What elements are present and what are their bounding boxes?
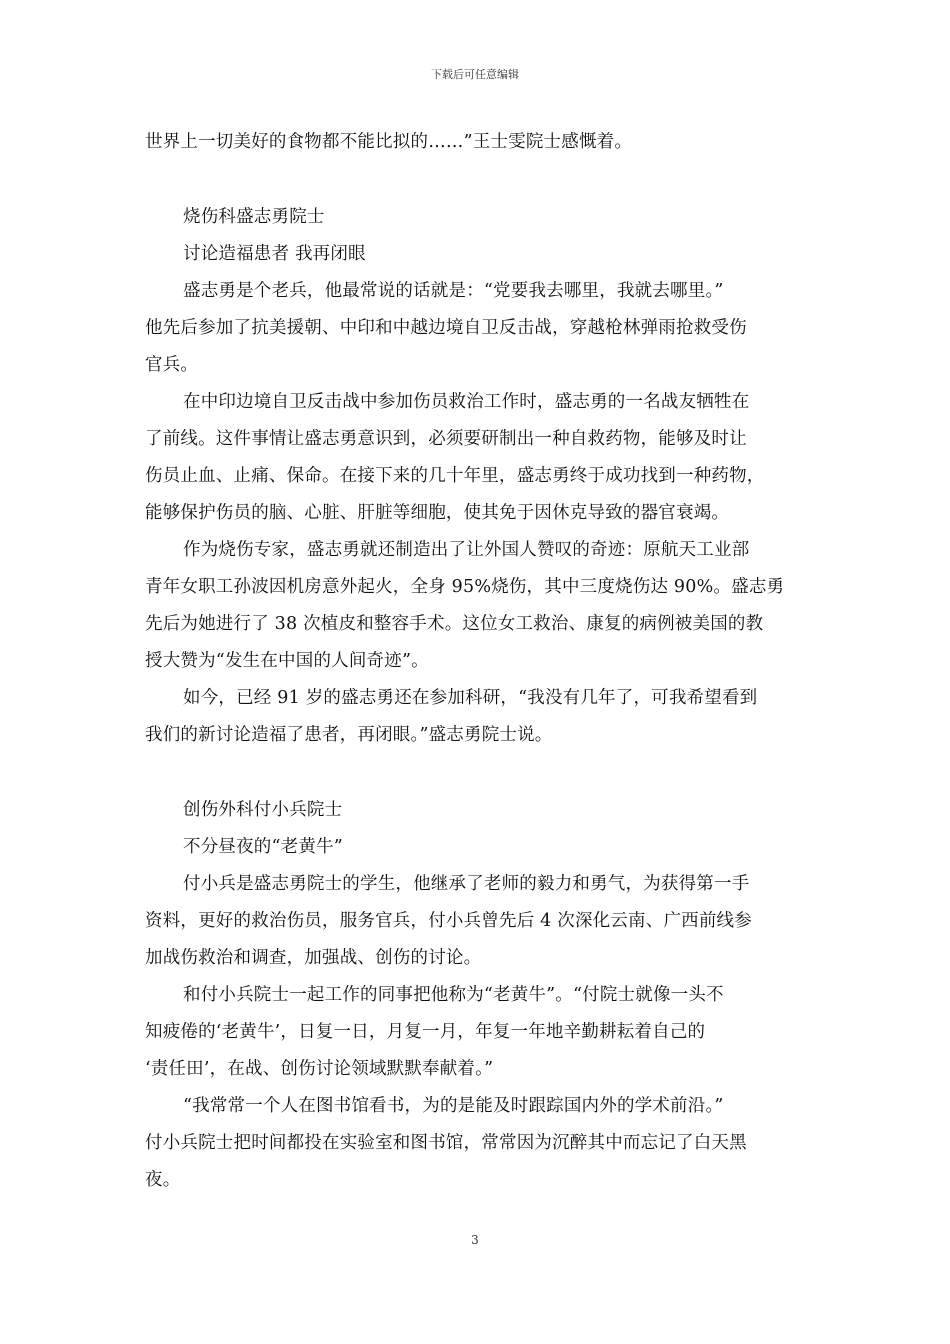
paragraph-line: 他先后参加了抗美援朝、中印和中越边境自卫反击战，穿越枪林弹雨抢救受伤 xyxy=(145,318,747,338)
paragraph-line: ‘责任田’，在战、创伤讨论领域默默奉献着。” xyxy=(145,1059,494,1079)
paragraph-line: 我们的新讨论造福了患者，再闭眼。”盛志勇院士说。 xyxy=(145,725,553,745)
section-subheading: 讨论造福患者 我再闭眼 xyxy=(183,244,366,264)
paragraph-line: 能够保护伤员的脑、心脏、肝脏等细胞，使其免于因休克导致的器官衰竭。 xyxy=(145,503,730,523)
paragraph-line: 作为烧伤专家，盛志勇就还制造出了让外国人赞叹的奇迹：原航天工业部 xyxy=(183,540,750,560)
paragraph-line: 资料，更好的救治伤员，服务官兵，付小兵曾先后 4 次深化云南、广西前线参 xyxy=(145,911,752,931)
paragraph-line: 加战伤救治和调查，加强战、创伤的讨论。 xyxy=(145,948,482,968)
paragraph-line: 和付小兵院士一起工作的同事把他称为“老黄牛”。“付院士就像一头不 xyxy=(183,985,724,1005)
paragraph-line: 付小兵院士把时间都投在实验室和图书馆，常常因为沉醉其中而忘记了白天黑 xyxy=(145,1133,747,1153)
paragraph-line: 在中印边境自卫反击战中参加伤员救治工作时，盛志勇的一名战友牺牲在 xyxy=(183,392,750,412)
paragraph-line: 夜。 xyxy=(145,1170,181,1190)
paragraph-line: 了前线。这件事情让盛志勇意识到，必须要研制出一种自救药物，能够及时让 xyxy=(145,429,747,449)
paragraph-line: 先后为她进行了 38 次植皮和整容手术。这位女工救治、康复的病例被美国的教 xyxy=(145,614,764,634)
section-subheading: 不分昼夜的“老黄牛” xyxy=(183,837,343,857)
page-header: 下载后可任意编辑 xyxy=(431,68,519,81)
paragraph-line: 官兵。 xyxy=(145,355,199,375)
section-heading: 创伤外科付小兵院士 xyxy=(183,800,343,820)
paragraph-line: 青年女职工孙波因机房意外起火，全身 95%烧伤，其中三度烧伤达 90%。盛志勇 xyxy=(145,577,785,597)
paragraph-line: 如今，已经 91 岁的盛志勇还在参加科研，“我没有几年了，可我希望看到 xyxy=(183,688,758,708)
paragraph-line: 付小兵是盛志勇院士的学生，他继承了老师的毅力和勇气，为获得第一手 xyxy=(183,874,750,894)
paragraph-line: 伤员止血、止痛、保命。在接下来的几十年里，盛志勇终于成功找到一种药物， xyxy=(145,466,765,486)
paragraph-line: 授大赞为“发生在中国的人间奇迹”。 xyxy=(145,651,429,671)
paragraph-line: 知疲倦的‘老黄牛’，日复一日，月复一月，年复一年地辛勤耕耘着自己的 xyxy=(145,1022,706,1042)
section-heading: 烧伤科盛志勇院士 xyxy=(183,207,325,227)
page-number: 3 xyxy=(471,1233,479,1247)
paragraph-line: 盛志勇是个老兵，他最常说的话就是：“党要我去哪里，我就去哪里。” xyxy=(183,281,724,301)
paragraph-line: 世界上一切美好的食物都不能比拟的……”王士雯院士感慨着。 xyxy=(145,132,633,152)
paragraph-line: “我常常一个人在图书馆看书，为的是能及时跟踪国内外的学术前沿。” xyxy=(183,1096,724,1116)
